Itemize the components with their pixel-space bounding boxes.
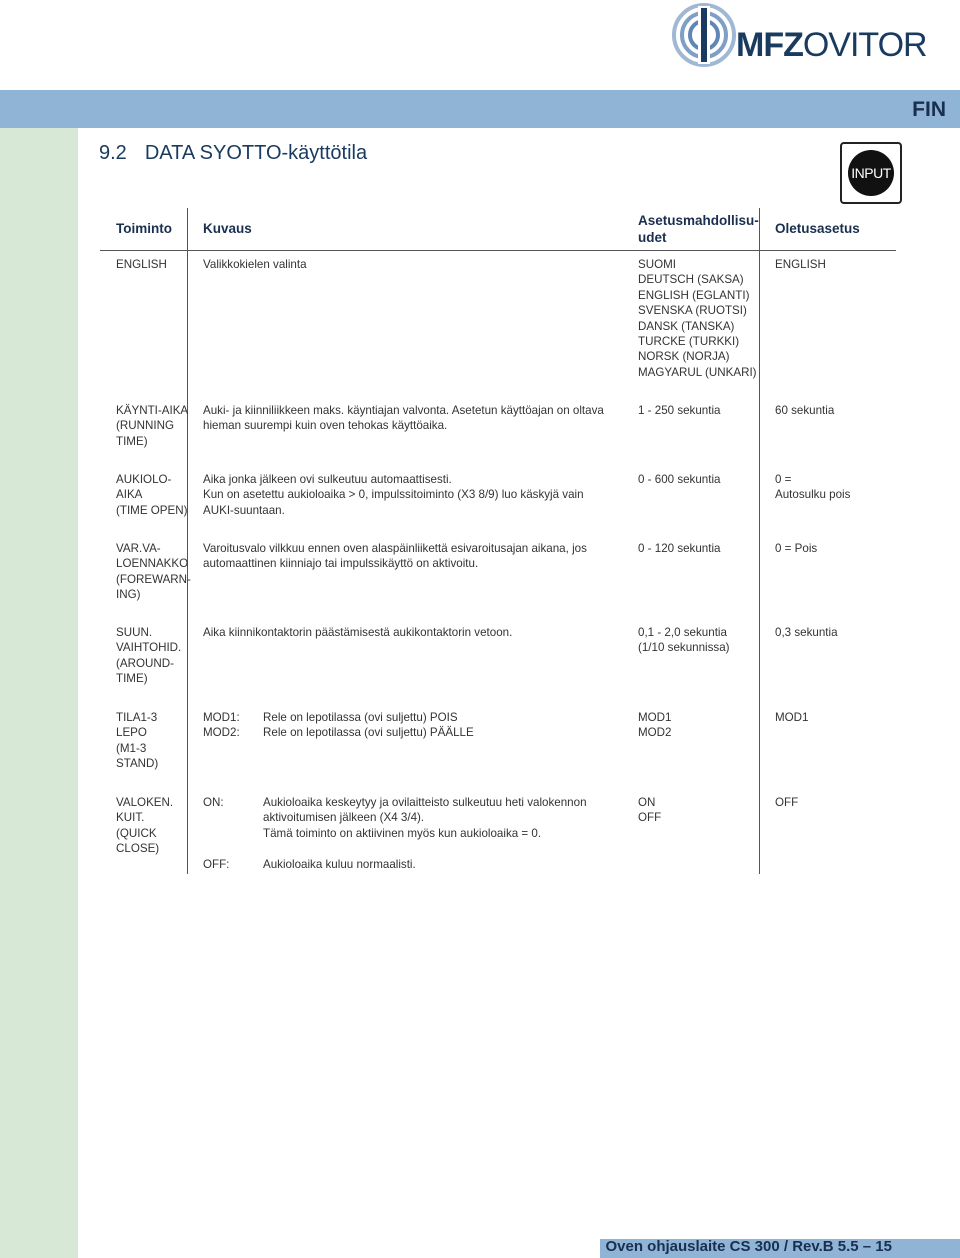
row-english-description: Valikkokielen valinta [203, 258, 307, 271]
input-mode-badge [840, 142, 902, 204]
section-title-text: DATA SYOTTO-käyttötila [144, 142, 368, 164]
row-forewarning-function: VAR.VA- LOENNAKKO (FOREWARN- ING) [116, 542, 191, 602]
row-around-time-options: 0,1 - 2,0 sekuntia (1/10 sekunnissa) [638, 626, 730, 655]
row-running-time-description: Auki- ja kiinniliikkeen maks. käyntiajan valvonta. Asetetun käyttöajan on oltava hieman suurempi kuin oven tehokas käyttöaika. [203, 404, 604, 433]
row-running-time-default: 60 sekuntia [775, 404, 835, 417]
row-quick-close-function: VALOKEN. KUIT. (QUICK CLOSE) [116, 796, 174, 856]
row-quick-close-value-on: Aukioloaika keskeytyy ja ovilaitteisto sulkeutuu heti valokennon aktivoitumisen jälkeen (X4 3/4). Tämä toiminto on aktiivinen myös kun aukioloaika = 0. [263, 796, 587, 840]
row-around-time-function: SUUN. VAIHTOHID. (AROUND- TIME) [116, 626, 182, 686]
row-time-open-description: Aika jonka jälkeen ovi sulkeutuu automaattisesti. Kun on asetettu aukioloaika > 0, impulssitoiminto (X3 8/9) luo käskyjä vain AUKI-suuntaan. [203, 473, 584, 517]
row-running-time-function: KÄYNTI-AIKA (RUNNING TIME) [116, 404, 189, 448]
row-stand-function: TILA1-3 LEPO (M1-3 STAND) [116, 711, 159, 771]
row-time-open-function: AUKIOLO- AIKA (TIME OPEN) [116, 473, 188, 517]
header-underline [100, 250, 896, 251]
row-stand-options: MOD1 MOD2 [638, 711, 672, 740]
logo-text: MFZOVITOR [736, 26, 927, 64]
row-around-time-default: 0,3 sekuntia [775, 626, 838, 639]
row-time-open-default: 0 = Autosulku pois [775, 473, 851, 502]
section-title [99, 142, 367, 165]
col-header-function: Toiminto [116, 221, 172, 236]
left-color-strip [0, 128, 78, 1258]
col-header-description: Kuvaus [203, 221, 252, 236]
row-english-function: ENGLISH [116, 258, 167, 271]
row-forewarning-description: Varoitusvalo vilkkuu ennen oven alaspäinliikettä esivaroitusajan aikana, jos automaattinen kiinniajo tai impulssikäyttö on aktivoitu. [203, 542, 587, 571]
row-stand-desc-keys: MOD1: MOD2: [203, 711, 240, 740]
header-band [0, 90, 960, 128]
row-forewarning-options: 0 - 120 sekuntia [638, 542, 721, 555]
row-around-time-description: Aika kiinnikontaktorin päästämisestä aukikontaktorin vetoon. [203, 626, 513, 639]
row-forewarning-default: 0 = Pois [775, 542, 818, 555]
row-quick-close-value-off: Aukioloaika kuluu normaalisti. [263, 858, 416, 871]
row-quick-close-default: OFF [775, 796, 799, 809]
row-english-default: ENGLISH [775, 258, 826, 271]
row-running-time-options: 1 - 250 sekuntia [638, 404, 721, 417]
row-quick-close-options: ON OFF [638, 796, 662, 825]
footer-text: Oven ohjauslaite CS 300 / Rev.B 5.5 – 15 [605, 1238, 892, 1255]
row-quick-close-key-off: OFF: [203, 858, 230, 871]
row-english-options: SUOMI DEUTSCH (SAKSA) ENGLISH (EGLANTI) SVENSKA (RUOTSI) DANSK (TANSKA) TURCKE (TURKKI) NORSK (NORJA) MAGYARUL (UNKARI) [638, 258, 757, 379]
row-quick-close-key-on: ON: [203, 796, 224, 809]
column-divider-2 [759, 208, 760, 874]
language-tag: FIN [912, 98, 946, 121]
row-stand-default: MOD1 [775, 711, 809, 724]
input-badge-label: INPUT [848, 150, 894, 196]
col-header-options: Asetusmahdollisu- udet [638, 213, 759, 245]
row-time-open-options: 0 - 600 sekuntia [638, 473, 721, 486]
row-stand-desc-values: Rele on lepotilassa (ovi suljettu) POIS Rele on lepotilassa (ovi suljettu) PÄÄLLE [263, 711, 474, 740]
col-header-default: Oletusasetus [775, 221, 860, 236]
section-number: 9.2 [99, 142, 127, 164]
